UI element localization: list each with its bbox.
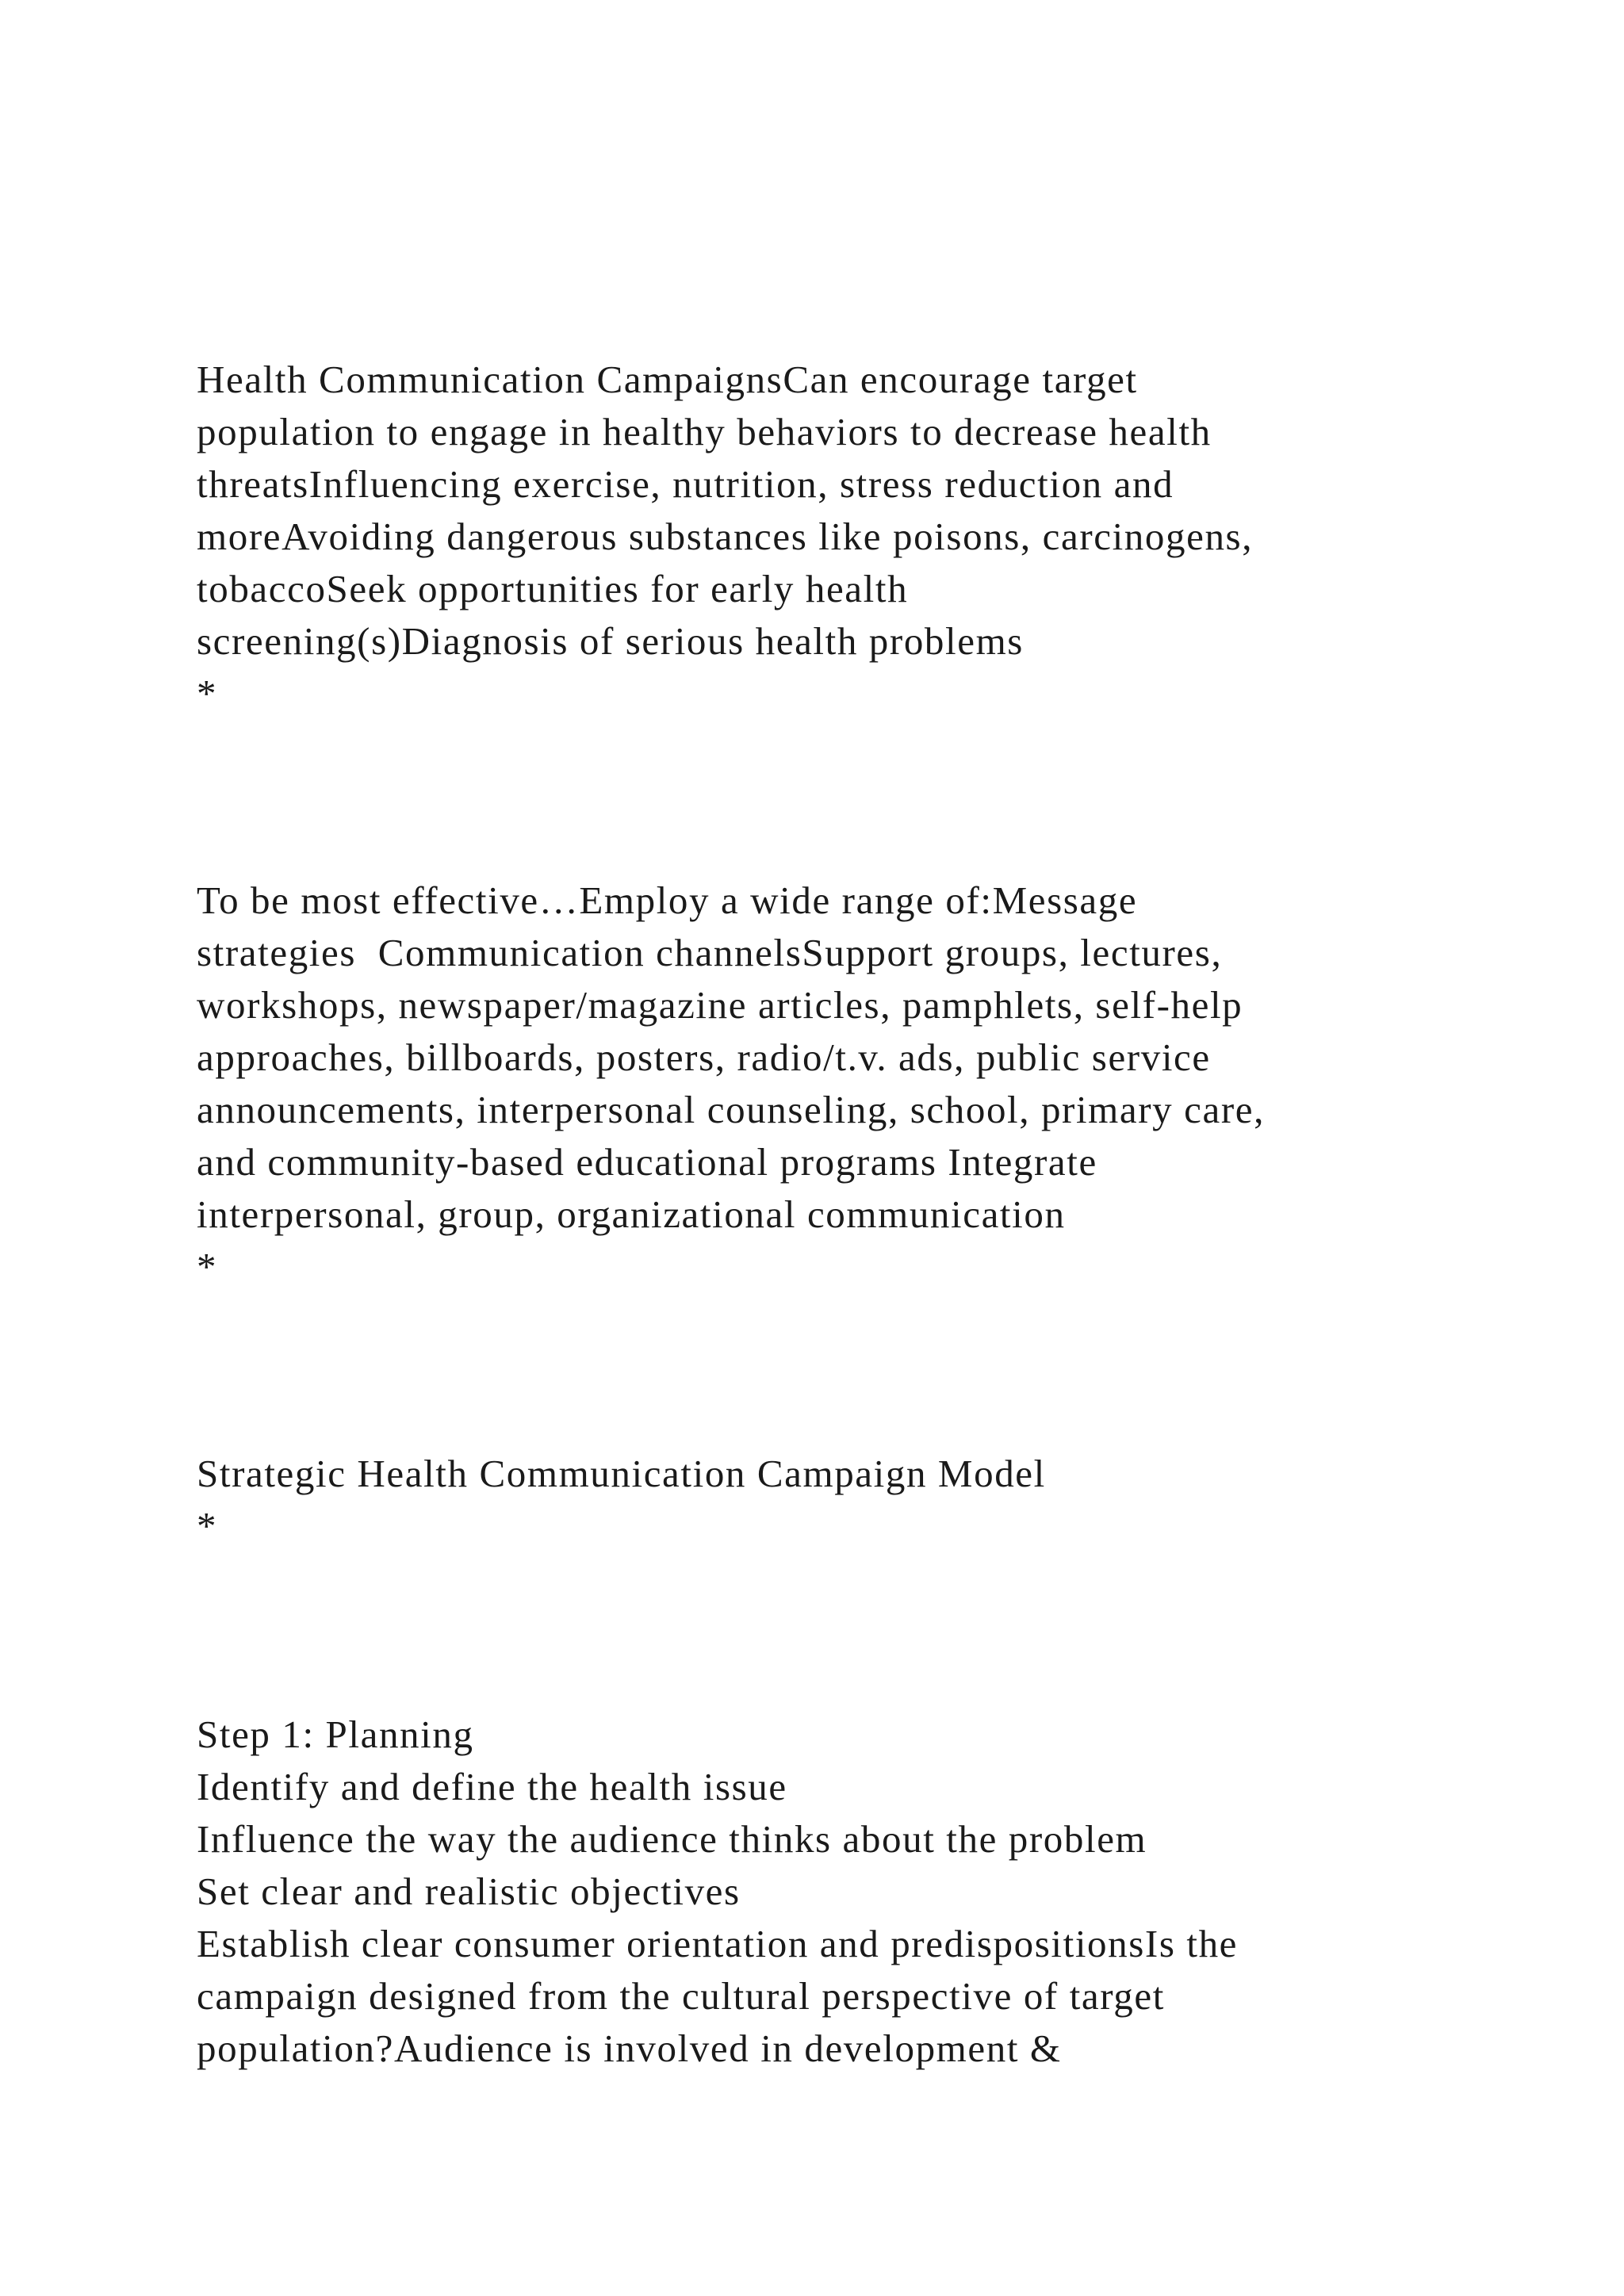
text-line: Identify and define the health issue <box>197 1765 787 1808</box>
text-line: moreAvoiding dangerous substances like poisons, carcinogens, <box>197 515 1254 558</box>
text-line: and community-based educational programs Integrate <box>197 1140 1097 1184</box>
text-line: threatsInfluencing exercise, nutrition, stress reduction and <box>197 462 1174 506</box>
slide-separator: * <box>197 1245 218 1288</box>
text-line: Set clear and realistic objectives <box>197 1869 741 1913</box>
slide-separator: * <box>197 672 218 715</box>
text-line: Influence the way the audience thinks about the problem <box>197 1817 1147 1861</box>
text-line: tobaccoSeek opportunities for early health <box>197 567 909 610</box>
text-line: announcements, interpersonal counseling, school, primary care, <box>197 1088 1265 1131</box>
text-line: Health Communication CampaignsCan encourage target <box>197 358 1138 401</box>
text-line: screening(s)Diagnosis of serious health problems <box>197 619 1024 663</box>
text-line: workshops, newspaper/magazine articles, pamphlets, self-help <box>197 983 1243 1027</box>
text-line: To be most effective…Employ a wide range of:Message <box>197 878 1138 922</box>
text-line: Step 1: Planning <box>197 1712 474 1756</box>
text-line: population to engage in healthy behaviors to decrease health <box>197 410 1212 453</box>
text-line: approaches, billboards, posters, radio/t.v. ads, public service <box>197 1035 1211 1079</box>
text-line: Establish clear consumer orientation and predispositionsIs the <box>197 1922 1239 1965</box>
text-line: campaign designed from the cultural perspective of target <box>197 1974 1165 2018</box>
text-line: interpersonal, group, organizational communication <box>197 1192 1066 1236</box>
text-line: Strategic Health Communication Campaign Model <box>197 1452 1046 1495</box>
slide-separator: * <box>197 1504 218 1548</box>
text-line: strategies Communication channelsSupport groups, lectures, <box>197 931 1223 974</box>
text-line: population?Audience is involved in development & <box>197 2026 1062 2070</box>
